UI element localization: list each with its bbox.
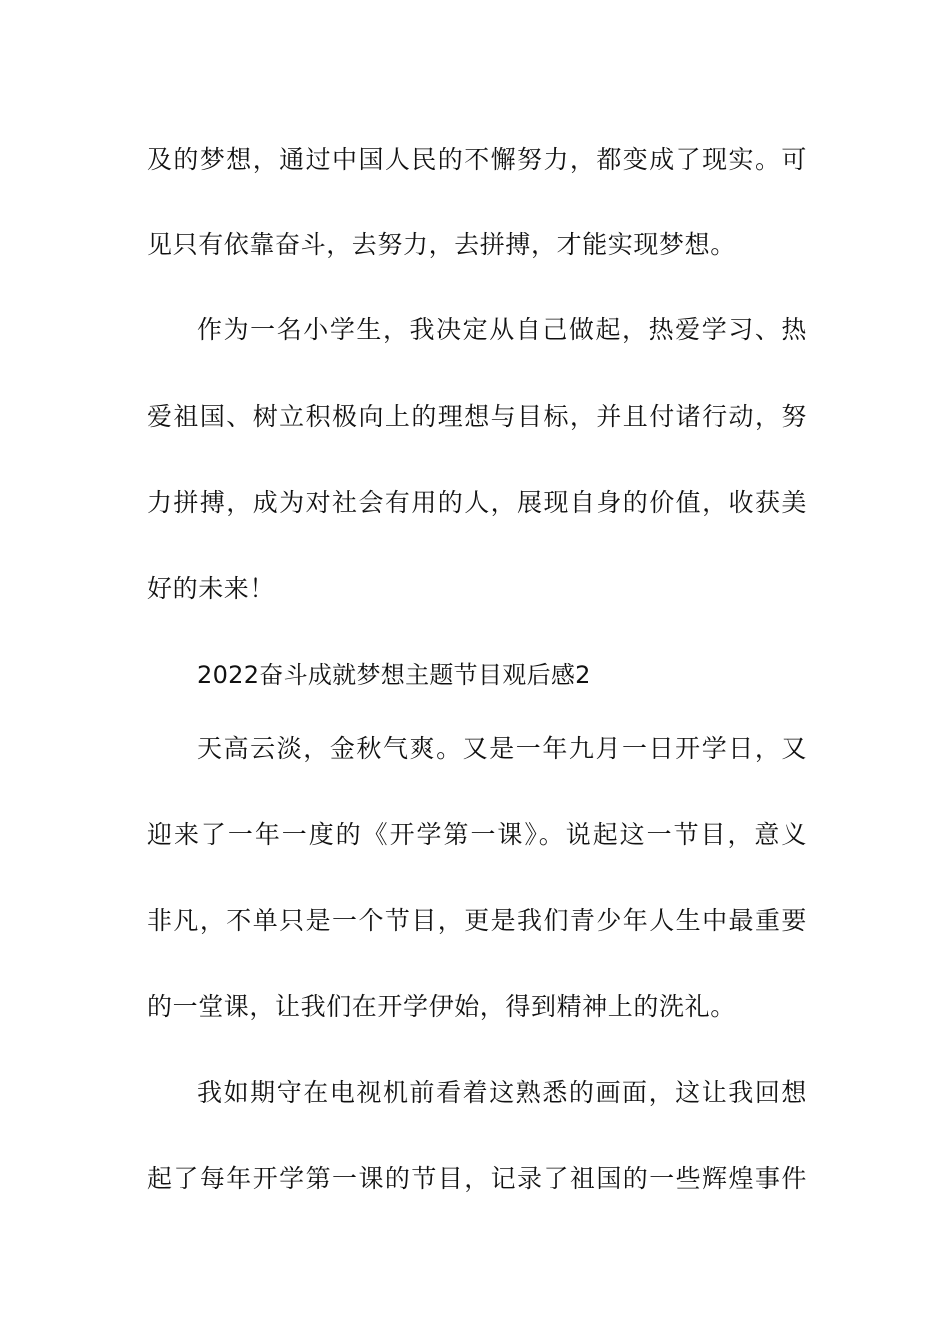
section-heading: 2022奋斗成就梦想主题节目观后感2 <box>197 661 591 689</box>
paragraph-line: 及的梦想，通过中国人民的不懈努力，都变成了现实。可 <box>147 145 807 174</box>
paragraph-line: 非凡，不单只是一个节目，更是我们青少年人生中最重要 <box>147 906 807 935</box>
paragraph-line: 迎来了一年一度的《开学第一课》。说起这一节目，意义 <box>147 820 807 849</box>
paragraph-line: 爱祖国、树立积极向上的理想与目标，并且付诸行动，努 <box>147 402 807 431</box>
paragraph-line: 见只有依靠奋斗，去努力，去拼搏，才能实现梦想。 <box>147 230 736 259</box>
paragraph-first-line: 作为一名小学生，我决定从自己做起，热爱学习、热 <box>197 315 807 344</box>
paragraph-first-line: 我如期守在电视机前看着这熟悉的画面，这让我回想 <box>197 1078 807 1107</box>
paragraph-line: 的一堂课，让我们在开学伊始，得到精神上的洗礼。 <box>147 992 736 1021</box>
paragraph-first-line: 天高云淡，金秋气爽。又是一年九月一日开学日，又 <box>197 734 807 763</box>
paragraph-line: 力拼搏，成为对社会有用的人，展现自身的价值，收获美 <box>147 488 807 517</box>
paragraph-line: 好的未来！ <box>147 574 276 603</box>
paragraph-line: 起了每年开学第一课的节目，记录了祖国的一些辉煌事件 <box>147 1164 807 1193</box>
